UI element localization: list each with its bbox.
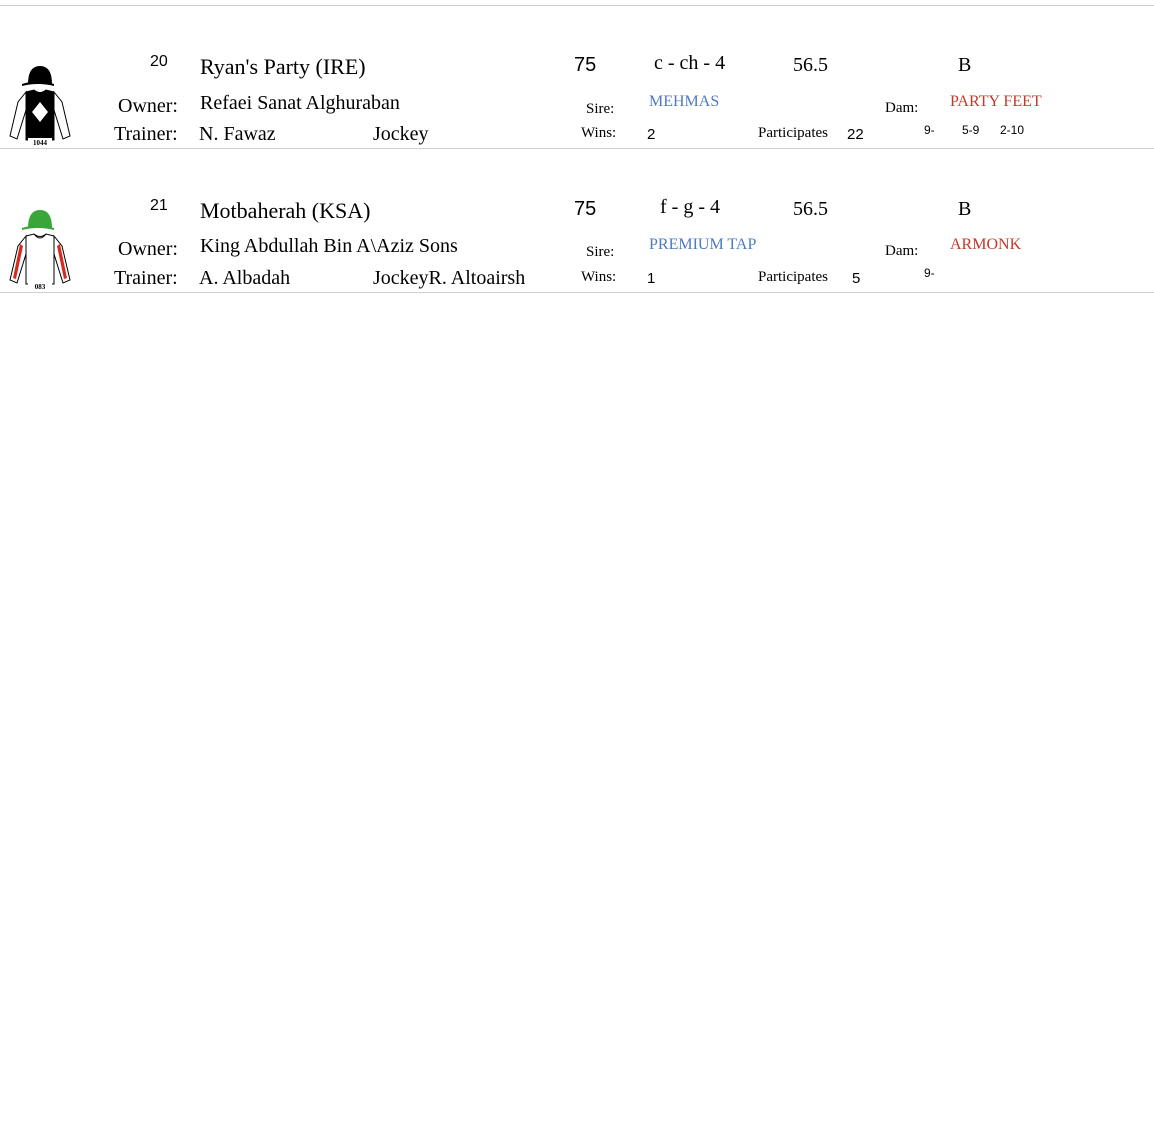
- equipment: B: [958, 54, 972, 76]
- form-figure: 9-: [924, 266, 935, 280]
- runner-entry: [0, 150, 1154, 293]
- dam-label: Dam:: [885, 243, 919, 259]
- form-figure: 9-: [924, 123, 935, 137]
- dam-label: Dam:: [885, 100, 919, 116]
- jockey-label: Jockey: [373, 267, 429, 289]
- sire-name[interactable]: MEHMAS: [649, 93, 720, 110]
- owner-name: King Abdullah Bin A\Aziz Sons: [200, 235, 458, 257]
- wins-count: 1: [647, 270, 656, 287]
- dam-name[interactable]: PARTY FEET: [950, 93, 1042, 110]
- runner-entry: [0, 6, 1154, 149]
- sex-color-age: f - g - 4: [660, 196, 720, 218]
- entry-divider: [0, 148, 1154, 149]
- rating: 75: [574, 198, 597, 220]
- sire-label: Sire:: [586, 244, 615, 260]
- sire-name[interactable]: PREMIUM TAP: [649, 236, 757, 253]
- form-figure: 2-10: [1000, 123, 1025, 137]
- owner-name: Refaei Sanat Alghuraban: [200, 92, 400, 114]
- participates-label: Participates: [758, 125, 828, 141]
- entry-divider: [0, 292, 1154, 293]
- horse-name[interactable]: Ryan's Party (IRE): [200, 54, 366, 79]
- trainer-name: A. Albadah: [199, 267, 291, 289]
- sire-label: Sire:: [586, 101, 615, 117]
- jockey-field: [373, 124, 429, 144]
- wins-count: 2: [647, 126, 656, 143]
- silk-code: 1044: [33, 139, 47, 146]
- participates-label: Participates: [758, 269, 828, 285]
- form-figure: 5-9: [962, 123, 980, 137]
- wins-label: Wins:: [581, 269, 617, 285]
- silk-code: 083: [34, 283, 46, 290]
- jockey-silks-icon: [8, 62, 74, 146]
- equipment: B: [958, 198, 972, 220]
- trainer-label: Trainer:: [114, 267, 178, 289]
- weight: 56.5: [793, 54, 828, 76]
- saddle-number: 20: [150, 53, 168, 70]
- weight: 56.5: [793, 198, 828, 220]
- jockey-name: R. Altoairsh: [428, 267, 526, 289]
- owner-label: Owner:: [118, 95, 178, 117]
- trainer-name: N. Fawaz: [199, 123, 276, 145]
- jockey-label: Jockey: [373, 123, 429, 145]
- jockey-silks-icon: [8, 206, 74, 290]
- wins-label: Wins:: [581, 125, 617, 141]
- trainer-label: Trainer:: [114, 123, 178, 145]
- participates-count: 5: [852, 270, 861, 287]
- participates-count: 22: [847, 126, 864, 143]
- sex-color-age: c - ch - 4: [654, 52, 726, 74]
- owner-label: Owner:: [118, 238, 178, 260]
- rating: 75: [574, 54, 597, 76]
- dam-name[interactable]: ARMONK: [950, 236, 1022, 253]
- saddle-number: 21: [150, 197, 168, 214]
- jockey-field: [373, 268, 525, 288]
- horse-name[interactable]: Motbaherah (KSA): [200, 198, 371, 223]
